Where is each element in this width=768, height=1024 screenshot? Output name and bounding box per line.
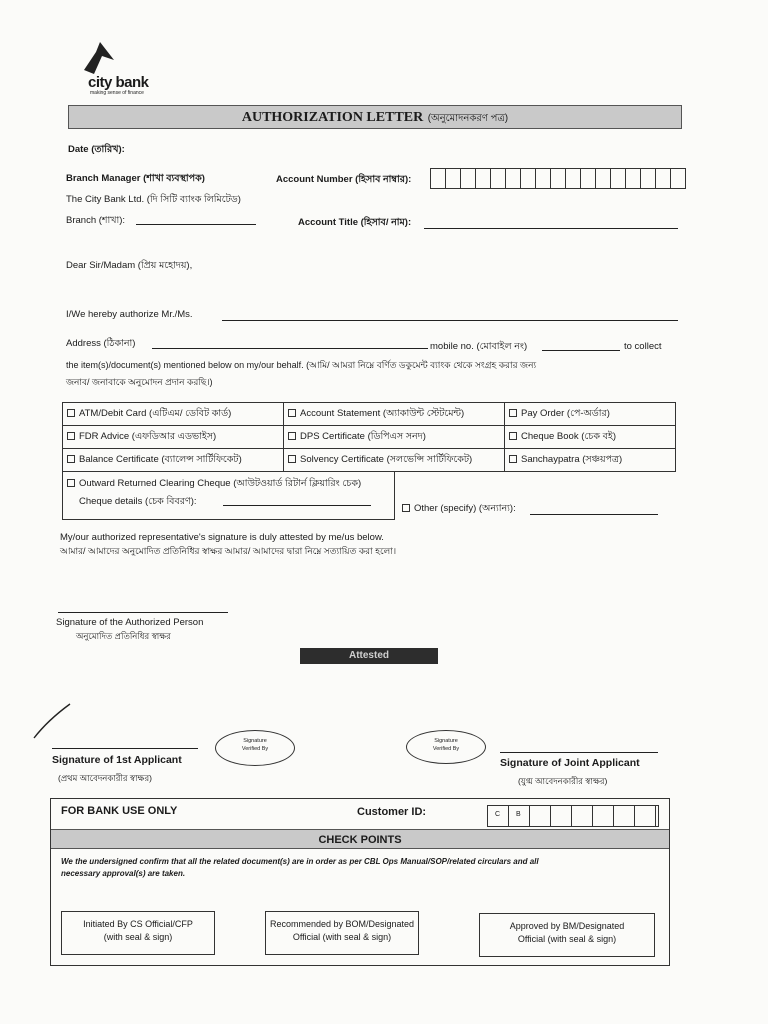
- item-dps[interactable]: DPS Certificate (ডিপিএস সনদ): [284, 426, 505, 449]
- account-title-label: Account Title (হিসাব/ নাম):: [298, 217, 412, 228]
- logo-tagline: making sense of finance: [90, 90, 144, 96]
- authorized-signature-label: Signature of the Authorized Person: [56, 617, 204, 628]
- item-sanchaypatra[interactable]: Sanchaypatra (সঞ্চয়পত্র): [505, 449, 676, 472]
- approved-by-box[interactable]: Approved by BM/Designated Official (with seal & sign): [479, 913, 655, 957]
- checkbox-icon[interactable]: [67, 432, 75, 440]
- cheque-details-field[interactable]: [223, 505, 371, 506]
- item-other[interactable]: Other (specify) (অন্যান্য):: [402, 502, 516, 517]
- items-sentence-2: জনাব/ জনাবাকে অনুমোদন প্রদান করছি।): [66, 377, 213, 387]
- outward-label: Outward Returned Clearing Cheque (আউটওয়ার্ড রিটার্ন ক্লিয়ারিং চেক): [79, 478, 362, 489]
- customer-id-c: C: [495, 811, 501, 818]
- joint-applicant-label: Signature of Joint Applicant: [500, 757, 640, 769]
- attest-line-2: আমার/ আমাদের অনুমোদিত প্রতিনিধির স্বাক্ষর আমার/ আমাদের দ্বারা নিম্নে সত্যায়িত করা হলো।: [60, 546, 397, 556]
- cheque-details-label: Cheque details (চেক বিবরণ):: [79, 496, 197, 507]
- authorized-signature-bangla: অনুমোদিত প্রতিনিধির স্বাক্ষর: [76, 631, 171, 641]
- checkbox-icon[interactable]: [67, 479, 75, 487]
- branch-label: Branch (শাখা):: [66, 215, 126, 226]
- confirm-text-2: necessary approval(s) are taken.: [61, 869, 186, 878]
- checkbox-icon[interactable]: [67, 409, 75, 417]
- mobile-label: mobile no. (মোবাইল নং): [430, 341, 528, 352]
- outward-cheque-cell[interactable]: [62, 472, 395, 520]
- mobile-field[interactable]: [542, 350, 620, 351]
- address-label: Address (ঠিকানা): [66, 338, 136, 349]
- logo-text: city bank: [88, 74, 149, 91]
- other-field[interactable]: [530, 514, 658, 515]
- item-balance[interactable]: Balance Certificate (ব্যালেন্স সার্টিফিকেট): [63, 449, 284, 472]
- confirm-text: We the undersigned confirm that all the related document(s) are in order as per CBL Ops Manual/SOP/related circulars and all: [61, 857, 539, 866]
- branch-manager-label: Branch Manager (শাখা ব্যবস্থাপক): [66, 173, 205, 184]
- checkbox-icon[interactable]: [288, 409, 296, 417]
- item-atm[interactable]: ATM/Debit Card (এটিএম/ ডেবিট কার্ড): [63, 403, 284, 426]
- customer-id-label: Customer ID:: [357, 806, 427, 818]
- customer-id-boxes[interactable]: [487, 805, 659, 827]
- signature-mark-icon: [30, 700, 80, 740]
- authorize-text: I/We hereby authorize Mr./Ms.: [66, 309, 193, 320]
- city-bank-ltd-label: The City Bank Ltd. (দি সিটি ব্যাংক লিমিটেড): [66, 194, 241, 205]
- checkbox-icon[interactable]: [288, 455, 296, 463]
- attest-line-1: My/our authorized representative's signature is duly attested by me/us below.: [60, 532, 384, 543]
- bank-use-heading: FOR BANK USE ONLY: [61, 805, 178, 817]
- account-number-label: Account Number (হিসাব নাম্বার):: [276, 174, 412, 185]
- authorized-person-field[interactable]: [222, 320, 678, 321]
- item-account-statement[interactable]: Account Statement (অ্যাকাউন্ট স্টেটমেন্ট): [284, 403, 505, 426]
- signature-verified-oval-right: Signature Verified By: [406, 730, 486, 764]
- items-sentence: the item(s)/document(s) mentioned below on my/our behalf. (আমি/ আমরা নিম্নে বর্ণিত ডকুমেন্ট ব্যাংক থেকে সংগ্রহ করার জন্য: [66, 360, 537, 370]
- bank-use-section: [50, 798, 670, 966]
- item-solvency[interactable]: Solvency Certificate (সলভেন্সি সার্টিফিকেট): [284, 449, 505, 472]
- first-applicant-label: Signature of 1st Applicant: [52, 754, 182, 766]
- address-field[interactable]: [152, 348, 428, 349]
- city-bank-logo: [72, 40, 167, 100]
- title-bangla: (অনুমোদনকরণ পত্র): [427, 113, 509, 124]
- to-collect: to collect: [624, 341, 662, 352]
- salutation: Dear Sir/Madam (প্রিয় মহোদয়),: [66, 260, 193, 271]
- check-points-bar: CHECK POINTS: [51, 829, 669, 849]
- authorized-signature-line[interactable]: [58, 612, 228, 613]
- account-number-boxes[interactable]: [430, 168, 686, 189]
- customer-id-b: B: [516, 811, 521, 818]
- item-fdr[interactable]: FDR Advice (এফডিআর এডভাইস): [63, 426, 284, 449]
- checkbox-icon[interactable]: [509, 432, 517, 440]
- recommended-by-box[interactable]: Recommended by BOM/Designated Official (with seal & sign): [265, 911, 419, 955]
- item-cheque-book[interactable]: Cheque Book (চেক বই): [505, 426, 676, 449]
- first-applicant-signature-line[interactable]: [52, 748, 198, 749]
- signature-verified-oval-left: Signature Verified By: [215, 730, 295, 766]
- checkbox-icon[interactable]: [67, 455, 75, 463]
- checkbox-icon[interactable]: [402, 504, 410, 512]
- checkbox-icon[interactable]: [509, 409, 517, 417]
- checkbox-icon[interactable]: [288, 432, 296, 440]
- joint-applicant-signature-line[interactable]: [500, 752, 658, 753]
- branch-field[interactable]: [136, 224, 256, 225]
- checkbox-icon[interactable]: [509, 455, 517, 463]
- items-table: [62, 402, 676, 472]
- first-applicant-bangla: (প্রথম আবেদনকারীর স্বাক্ষর): [58, 773, 152, 783]
- item-pay-order[interactable]: Pay Order (পে-অর্ডার): [505, 403, 676, 426]
- title-bar: [68, 105, 682, 129]
- initiated-by-box[interactable]: Initiated By CS Official/CFP (with seal & sign): [61, 911, 215, 955]
- title-main: AUTHORIZATION LETTER: [241, 110, 424, 125]
- attested-stamp: Attested: [300, 648, 438, 664]
- date-label: Date (তারিখ):: [68, 144, 125, 155]
- joint-applicant-bangla: (যুগ্ম আবেদনকারীর স্বাক্ষর): [518, 776, 608, 786]
- account-title-field[interactable]: [424, 228, 678, 229]
